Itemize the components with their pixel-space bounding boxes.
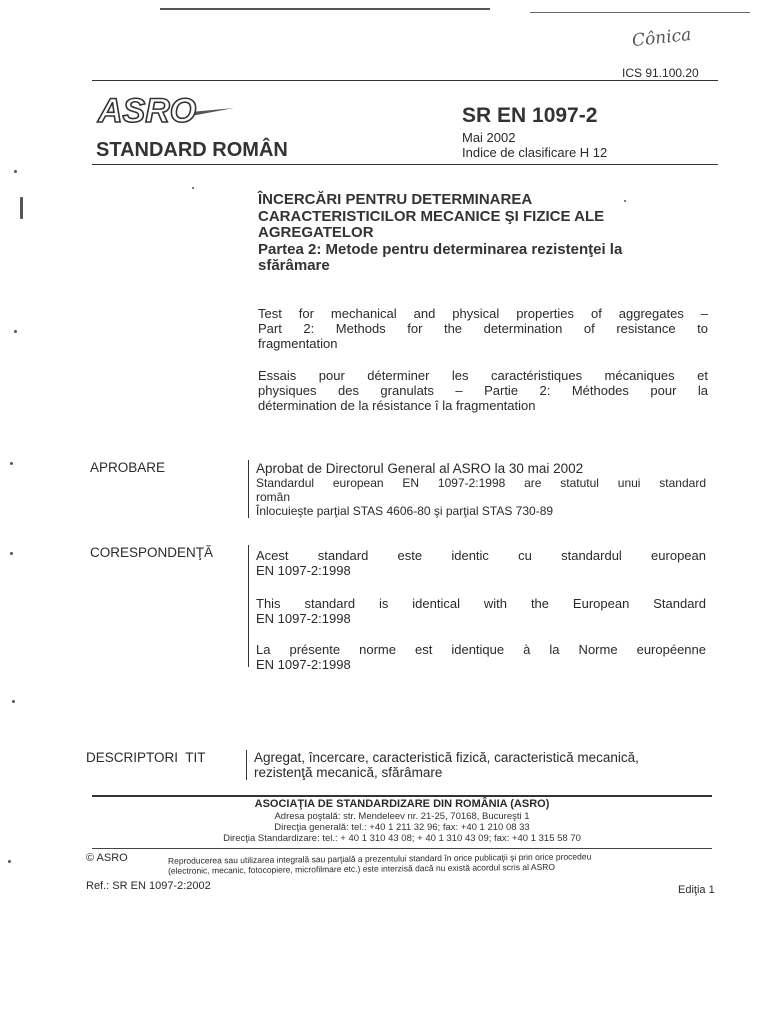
scan-speck — [14, 330, 17, 333]
scan-speck — [14, 170, 17, 173]
scan-edge-line — [530, 12, 750, 13]
footer-rule-2 — [92, 848, 712, 849]
correspondence-fr: La présente norme est identique à la Norme européenne EN 1097-2:1998 — [256, 642, 706, 672]
scan-speck — [12, 700, 15, 703]
title-part-line: Partea 2: Metode pentru determinarea rezistenţei la — [258, 240, 623, 258]
scan-speck — [8, 860, 11, 863]
footer-rule — [92, 795, 712, 797]
correspondence-en: This standard is identical with the European Standard EN 1097-2:1998 — [256, 596, 706, 626]
logo-text: ASRO — [98, 92, 197, 130]
footer-dir-std: Direcţia Standardizare: tel.: + 40 1 310 43 08; + 40 1 310 43 09; fax: +40 1 315 58 70 — [223, 833, 581, 844]
footer-assoc: ASOCIAŢIA DE STANDARDIZARE DIN ROMÂNIA (ASRO) — [254, 798, 550, 810]
classification-index: Indice de clasificare H 12 — [462, 145, 608, 160]
approval-label: APROBARE — [90, 460, 166, 475]
edition: Ediţia 1 — [678, 884, 715, 896]
footer-address: Adresa poştală: str. Mendeleev nr. 21-25, 70168, Bucureşti 1 — [274, 811, 530, 822]
approval-bar — [248, 460, 249, 518]
ics-code: ICS 91.100.20 — [622, 66, 699, 80]
correspondence-ro: Acest standard este identic cu standardul european EN 1097-2:1998 — [256, 548, 706, 578]
correspondence-label: CORESPONDENŢĂ — [90, 545, 214, 560]
approval-line: Standardul european EN 1097-2:1998 are statutul unui standard — [256, 476, 706, 490]
standard-number: SR EN 1097-2 — [462, 104, 598, 127]
footer-dir-gen: Direcţia generală: tel.: +40 1 211 32 96; fax: +40 1 210 08 33 — [274, 822, 530, 833]
title-part-line: sfărâmare — [258, 257, 330, 274]
handwritten-note: Cônica — [631, 24, 693, 52]
title-block — [258, 192, 708, 275]
title-english: Test for mechanical and physical properties of aggregates – Part 2: Methods for the determination of resistance to fragmentation — [258, 306, 708, 351]
correspondence-bar — [248, 545, 249, 667]
title-line: CARACTERISTICILOR MECANICE ŞI FIZICE ALE — [258, 207, 605, 225]
asro-logo — [96, 86, 246, 130]
standard-date: Mai 2002 — [462, 130, 516, 145]
scan-speck — [192, 187, 194, 189]
descriptors-block: Agregat, încercare, caracteristică fizică, caracteristică mecanică, rezistenţă mecanică, sfărâmare — [254, 750, 639, 780]
descriptors-label: DESCRIPTORI TIT — [86, 750, 206, 765]
footer-org — [92, 798, 712, 844]
approval-block — [256, 461, 706, 518]
header-rule — [92, 80, 718, 81]
scan-speck — [624, 200, 626, 202]
reference: Ref.: SR EN 1097-2:2002 — [86, 880, 211, 892]
copyright: © ASRO — [86, 852, 128, 864]
descriptors-bar — [246, 750, 247, 780]
header-rule-bottom — [92, 164, 718, 165]
scan-speck — [20, 197, 23, 219]
org-title: STANDARD ROMÂN — [96, 139, 288, 161]
reproduction-notice: Reproducerea sau utilizarea integrală sau parţială a prezentului standard în orice publicaţii şi prin orice procedeu (electronic, mecanic, fotocopiere, microfilmare etc.) este interzisă dacă nu există acordul scris al ASRO — [167, 851, 592, 876]
scan-edge-line — [160, 8, 490, 10]
scan-speck — [10, 552, 13, 555]
title-line: AGREGATELOR — [258, 224, 374, 241]
title-french: Essais pour déterminer les caractéristiques mécaniques et physiques des granulats – Partie 2: Méthodes pour la détermination de la résistance î la fragmentation — [258, 368, 708, 413]
approval-line: Înlocuieşte parţial STAS 4606-80 şi parţial STAS 730-89 — [256, 504, 554, 518]
title-line: ÎNCERCĂRI PENTRU DETERMINAREA — [258, 191, 533, 208]
scan-speck — [10, 462, 13, 465]
approval-line: român — [256, 490, 291, 504]
approval-line: Aprobat de Directorul General al ASRO la 30 mai 2002 — [256, 461, 584, 476]
